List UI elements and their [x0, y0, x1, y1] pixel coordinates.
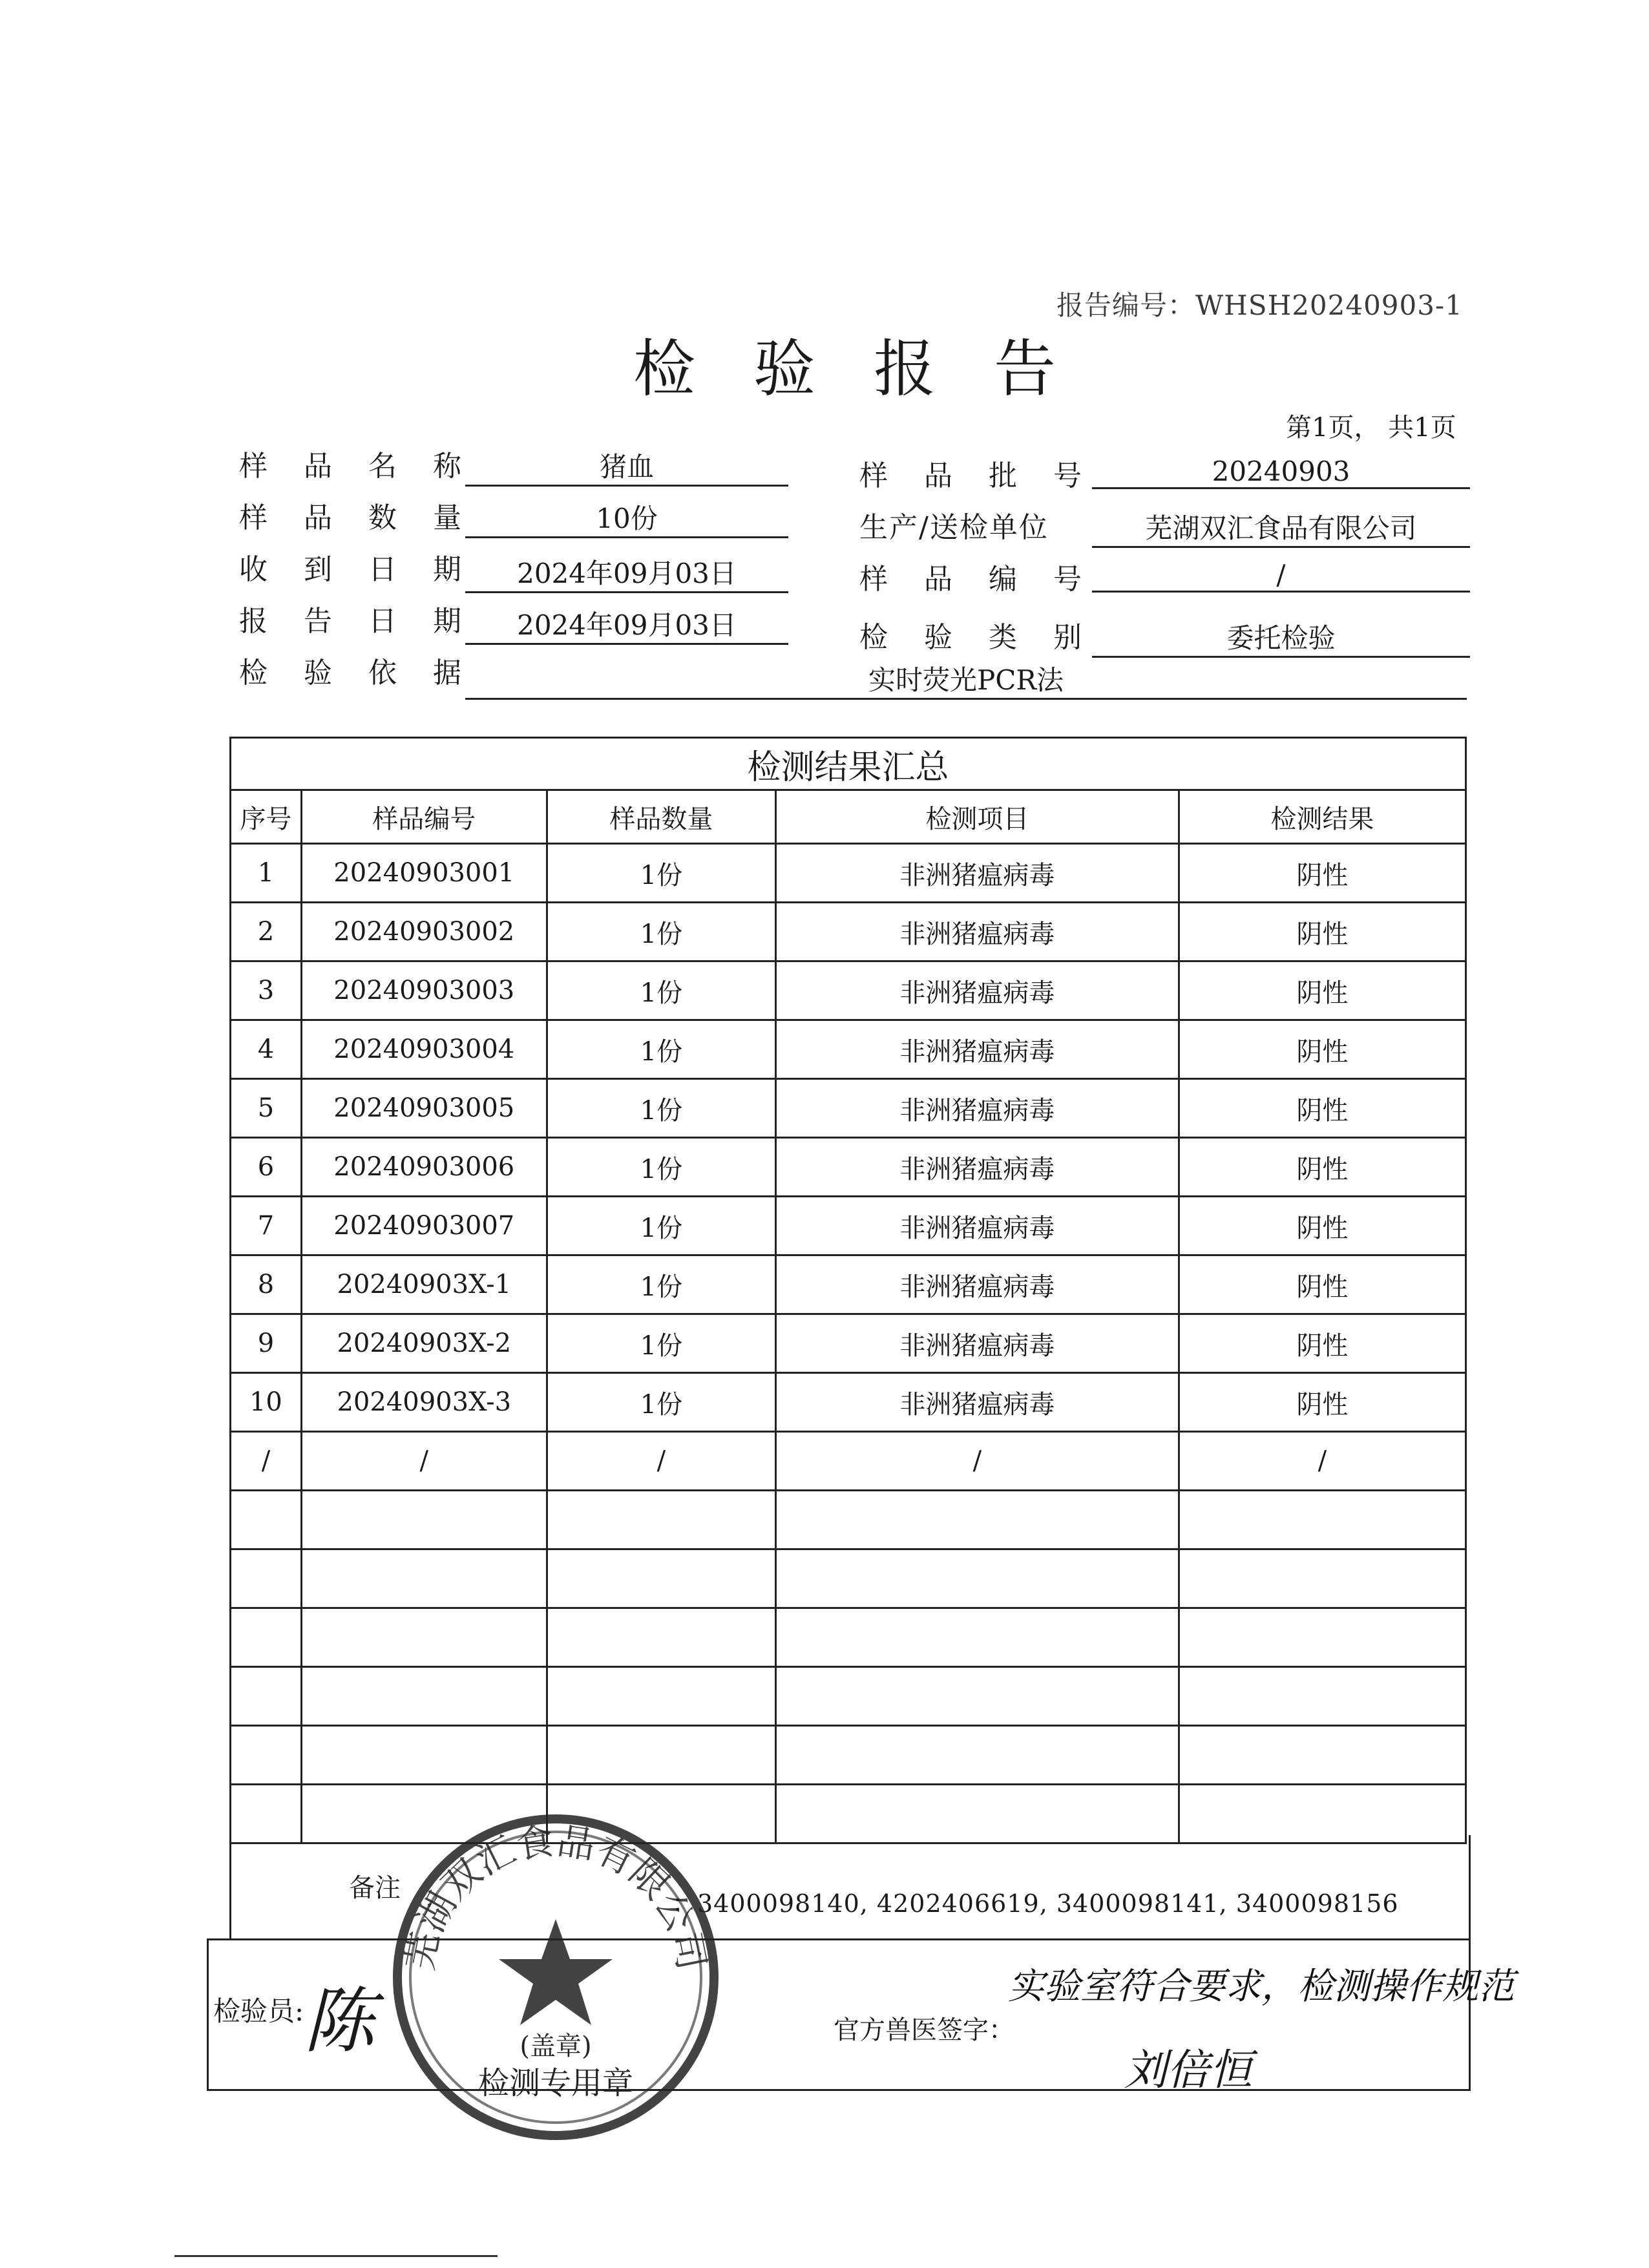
- inspect-type-label: 检验类别: [859, 621, 1118, 654]
- table-cell-empty: [547, 1726, 775, 1785]
- table-cell: 20240903002: [301, 903, 547, 961]
- basis-value: 实时荧光PCR法: [465, 659, 1467, 700]
- table-cell: 阴性: [1179, 1197, 1465, 1255]
- table-cell: 非洲猪瘟病毒: [776, 1373, 1179, 1432]
- page-title: 检验报告: [633, 333, 1114, 405]
- table-row: [231, 1138, 1466, 1197]
- table-cell-empty: [301, 1608, 547, 1667]
- table-row-empty: [231, 1491, 1466, 1549]
- table-cell-empty: [301, 1549, 547, 1608]
- table-cell: 20240903X-1: [301, 1255, 547, 1314]
- vet-label: 官方兽医签字：: [834, 2015, 1014, 2045]
- col-header: 检测结果: [1179, 790, 1465, 844]
- received-date-value: 2024年09月03日: [465, 552, 788, 593]
- table-cell: 阴性: [1179, 1314, 1465, 1373]
- table-cell: 9: [231, 1314, 302, 1373]
- table-cell: 1份: [547, 1255, 775, 1314]
- table-cell: 20240903005: [301, 1079, 547, 1138]
- table-cell: 1份: [547, 844, 775, 903]
- table-cell-empty: [776, 1785, 1179, 1843]
- table-cell-empty: [231, 1608, 302, 1667]
- table-cell: 5: [231, 1079, 302, 1138]
- table-cell-empty: [547, 1667, 775, 1726]
- table-title: 检测结果汇总: [231, 738, 1466, 790]
- sample-qty-label: 样品数量: [239, 501, 498, 534]
- sample-batch-label: 样品批号: [859, 459, 1118, 492]
- table-cell-empty: [776, 1667, 1179, 1726]
- remarks-label: 备注: [349, 1873, 401, 1903]
- table-cell: /: [776, 1432, 1179, 1491]
- table-cell: 20240903X-2: [301, 1314, 547, 1373]
- table-cell: 非洲猪瘟病毒: [776, 903, 1179, 961]
- table-cell: 1份: [547, 1314, 775, 1373]
- table-cell: /: [231, 1432, 302, 1491]
- official-seal-icon: [388, 1809, 724, 2145]
- table-row: [231, 844, 1466, 903]
- report-date-value: 2024年09月03日: [465, 604, 788, 645]
- table-cell: 阴性: [1179, 1373, 1465, 1432]
- table-cell: 1份: [547, 961, 775, 1020]
- table-cell-empty: [1179, 1726, 1465, 1785]
- table-cell: 20240903001: [301, 844, 547, 903]
- stamp-sub2: 检测专用章: [478, 2065, 634, 2101]
- table-row: [231, 961, 1466, 1020]
- table-row: [231, 1197, 1466, 1255]
- table-row-empty: [231, 1667, 1466, 1726]
- table-cell-empty: [1179, 1549, 1465, 1608]
- basis-label: 检验依据: [239, 656, 498, 689]
- table-cell-empty: [231, 1667, 302, 1726]
- remarks-text: ：3400098140, 4202406619, 3400098141, 3400098156: [672, 1889, 1399, 1918]
- table-row-empty: [231, 1549, 1466, 1608]
- producer-label: 生产/送检单位: [859, 511, 1049, 544]
- table-cell: 20240903003: [301, 961, 547, 1020]
- inspect-type-value: 委托检验: [1092, 617, 1470, 658]
- table-cell: 阴性: [1179, 1020, 1465, 1079]
- footer-divider: [174, 2255, 498, 2257]
- vet-handwritten-note: 实验室符合要求，检测操作规范: [1008, 1966, 1515, 2008]
- page-info: 第1页， 共1页: [1286, 413, 1456, 443]
- table-cell: 20240903004: [301, 1020, 547, 1079]
- producer-value: 芜湖双汇食品有限公司: [1092, 507, 1470, 548]
- table-row-empty: [231, 1726, 1466, 1785]
- table-cell-empty: [1179, 1785, 1465, 1843]
- sample-name-value: 猪血: [465, 446, 788, 487]
- table-cell-empty: [547, 1608, 775, 1667]
- table-cell: 阴性: [1179, 961, 1465, 1020]
- stamp-text: 芜湖双汇食品有限公司: [397, 1818, 714, 1974]
- table-cell-empty: [547, 1549, 775, 1608]
- table-cell: 6: [231, 1138, 302, 1197]
- inspector-signature: 陈: [304, 1980, 375, 2063]
- table-cell: 非洲猪瘟病毒: [776, 844, 1179, 903]
- table-cell-empty: [1179, 1608, 1465, 1667]
- table-cell: 1份: [547, 1373, 775, 1432]
- table-cell: 1份: [547, 1197, 775, 1255]
- sample-name-label: 样品名称: [239, 450, 498, 483]
- table-cell: 4: [231, 1020, 302, 1079]
- table-cell: 阴性: [1179, 1138, 1465, 1197]
- vet-signature: 刘倍恒: [1124, 2045, 1252, 2095]
- table-cell: 2: [231, 903, 302, 961]
- table-row-empty: [231, 1608, 1466, 1667]
- sample-batch-value: 20240903: [1092, 456, 1470, 489]
- table-cell: 3: [231, 961, 302, 1020]
- table-cell-empty: [1179, 1491, 1465, 1549]
- table-cell: /: [301, 1432, 547, 1491]
- table-cell: 7: [231, 1197, 302, 1255]
- table-cell: /: [547, 1432, 775, 1491]
- table-cell-empty: [231, 1785, 302, 1843]
- table-cell-empty: [301, 1667, 547, 1726]
- table-cell-empty: [776, 1608, 1179, 1667]
- table-cell-empty: [547, 1491, 775, 1549]
- table-cell: 非洲猪瘟病毒: [776, 1079, 1179, 1138]
- table-cell: 20240903007: [301, 1197, 547, 1255]
- table-cell: 阴性: [1179, 844, 1465, 903]
- table-cell: 非洲猪瘟病毒: [776, 961, 1179, 1020]
- sample-code-label: 样品编号: [859, 563, 1118, 596]
- table-cell: 阴性: [1179, 1079, 1465, 1138]
- table-cell: 非洲猪瘟病毒: [776, 1255, 1179, 1314]
- table-row: [231, 1432, 1466, 1491]
- table-row: [231, 1314, 1466, 1373]
- table-row: [231, 1373, 1466, 1432]
- table-cell-empty: [301, 1726, 547, 1785]
- col-header: 样品数量: [547, 790, 775, 844]
- table-row: [231, 1255, 1466, 1314]
- table-cell-empty: [1179, 1667, 1465, 1726]
- inspector-label: 检验员:: [213, 1995, 304, 2027]
- table-row: [231, 1079, 1466, 1138]
- table-cell: 非洲猪瘟病毒: [776, 1197, 1179, 1255]
- table-cell: 阴性: [1179, 903, 1465, 961]
- results-table: [229, 737, 1467, 1844]
- table-cell: 非洲猪瘟病毒: [776, 1138, 1179, 1197]
- table-cell: 1份: [547, 903, 775, 961]
- table-cell-empty: [776, 1549, 1179, 1608]
- table-cell: 非洲猪瘟病毒: [776, 1314, 1179, 1373]
- stamp-sub1: (盖章): [520, 2032, 592, 2061]
- table-cell-empty: [776, 1491, 1179, 1549]
- col-header: 样品编号: [301, 790, 547, 844]
- table-cell-empty: [776, 1726, 1179, 1785]
- table-cell-empty: [231, 1726, 302, 1785]
- table-cell: 1份: [547, 1138, 775, 1197]
- table-cell: 1份: [547, 1020, 775, 1079]
- table-header-row: [231, 790, 1466, 844]
- sample-code-value: /: [1092, 559, 1470, 593]
- table-row: [231, 1020, 1466, 1079]
- sample-qty-value: 10份: [465, 498, 788, 538]
- table-cell-empty: [231, 1549, 302, 1608]
- received-date-label: 收到日期: [239, 553, 498, 586]
- report-date-label: 报告日期: [239, 605, 498, 638]
- table-cell: 20240903006: [301, 1138, 547, 1197]
- col-header: 检测项目: [776, 790, 1179, 844]
- table-cell-empty: [301, 1491, 547, 1549]
- table-row: [231, 903, 1466, 961]
- col-header: 序号: [231, 790, 302, 844]
- table-cell: 8: [231, 1255, 302, 1314]
- table-cell: 1份: [547, 1079, 775, 1138]
- table-cell: 非洲猪瘟病毒: [776, 1020, 1179, 1079]
- table-cell: 阴性: [1179, 1255, 1465, 1314]
- table-cell: 10: [231, 1373, 302, 1432]
- report-number: 报告编号：WHSH20240903-1: [1056, 289, 1463, 321]
- table-cell-empty: [231, 1491, 302, 1549]
- table-cell: 1: [231, 844, 302, 903]
- table-cell: 20240903X-3: [301, 1373, 547, 1432]
- table-cell: /: [1179, 1432, 1465, 1491]
